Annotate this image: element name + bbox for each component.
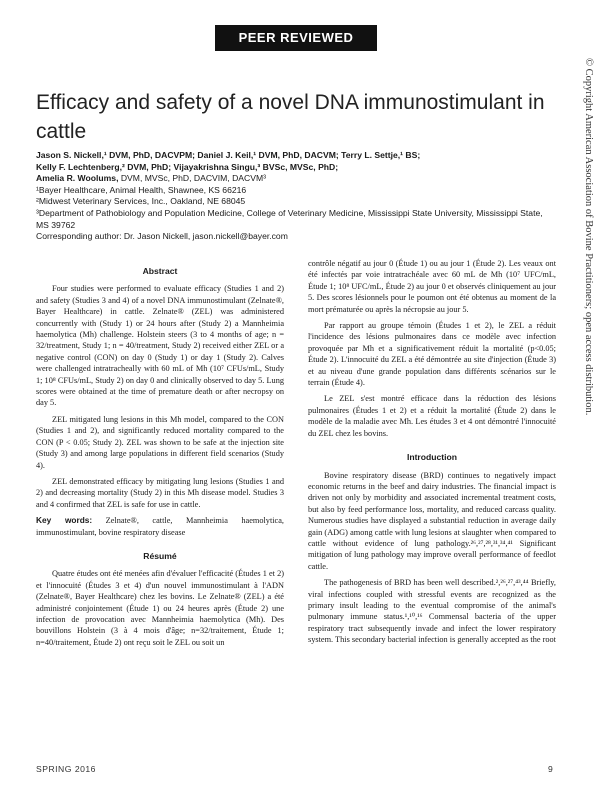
article-title: Efficacy and safety of a novel DNA immunostimulant in cattle (36, 91, 545, 143)
author-woolums: Amelia R. Woolums, (36, 173, 119, 184)
resume-paragraph-2: Par rapport au groupe témoin (Études 1 et 2), le ZEL a réduit l'incidence des lésions pulmonaires dans ce modèle avec infection provoquée par Mh et a significativement réduit la mortalité (p<0.05; Étude 2). L'innocuité du ZEL a été démontrée au site d'injection (Étude 3) et au niveau d'une grande population dans différents scénarios sur le terrain (Étude 4). (308, 321, 556, 388)
abstract-paragraph-3: ZEL demonstrated efficacy by mitigating lung lesions (Studies 1 and 2) and decreasing mortality (Study 2) in this Mh disease model. Studies 3 and 4 confirmed that ZEL is safe for use in cattle. (36, 476, 284, 509)
corresponding-author: Corresponding author: Dr. Jason Nickell, jason.nickell@bayer.com (36, 231, 288, 242)
affiliation-3: ³Department of Pathobiology and Population Medicine, College of Veterinary Medicine, Mississippi State University, Mississippi State, MS 39762 (36, 207, 543, 230)
affiliation-1: ¹Bayer Healthcare, Animal Health, Shawnee, KS 66216 (36, 184, 247, 195)
right-column (308, 258, 556, 651)
copyright-notice (568, 58, 598, 528)
introduction-heading: Introduction (406, 452, 458, 463)
keywords (36, 515, 284, 538)
abstract-heading: Abstract (142, 266, 178, 276)
journal-issue: SPRING 2016 (36, 764, 96, 774)
resume-heading: Résumé (143, 550, 177, 561)
front-matter (36, 150, 551, 243)
abstract-paragraph-1: Four studies were performed to evaluate efficacy (Studies 1 and 2) and safety (Studies 3 and 4) of a novel DNA immunostimulant (Zelnate®, Bayer Healthcare) in cattle. Zelnate® (ZEL) was administered concurrently with (Study 1) or 24 hours after (Study 2) a Mannheimia haemolytica (Mh) challenge. Holstein steers (3 to 4 months of age; n = 32/treatment, Study 1; n = 40/treatment, Study 2) received either ZEL or a negative control (CON) on day 0 (Study 1) or day 1 (Study 2). Calves were challenged intratracheally with 60 mL of Mh (10⁷ CFUs/mL, Study 1; 10⁸ CFUs/mL, Study 2) on day 0 and clinically observed to day 5. Lung scores were obtained at the time of premature death or after necropsy on day 5. (36, 284, 284, 408)
peer-reviewed-banner: PEER REVIEWED (215, 25, 377, 51)
resume-paragraph-1: Quatre études ont été menées afin d'évaluer l'efficacité (Études 1 et 2) et l'innocuité (Études 3 et 4) d'un nouvel immunostimulant à l'ADN (Zelnate®, Bayer Healthcare) chez les bovins. Le Zelnate® (ZEL) a été administré conjointement (Étude 1) ou 24 heures après (Étude 2) une infection de provocation avec Mannheimia haemolytica (Mh). Des bouvillons Holstein (3 à 4 mois d'âge; n=32/traitement, Étude 1; n=40/traitement, Étude 2) ont reçu soit le ZEL ou soit un (36, 569, 284, 647)
left-column (36, 264, 284, 653)
introduction-paragraph-2: The pathogenesis of BRD has been well described.²,²⁶,²⁷,⁴³,⁴⁴ Briefly, viral infections coupled with stressful events are recognized as the primary insult leading to the eventual compromise of the animal's pulmonary immune status.¹,¹⁰,¹⁶ Commensal bacteria of the upper respiratory tract subsequently invade and infect the lower respiratory system. This secondary bacterial infection is generally accepted as the root (308, 578, 556, 645)
abstract-paragraph-2: ZEL mitigated lung lesions in this Mh model, compared to the CON (Studies 1 and 2), and significantly reduced mortality compared to the CON (P < 0.05; Study 2). ZEL was shown to be safe at the injection site (Study 3) and among large populations in different field scenarios (Study 4). (36, 414, 284, 470)
keywords-label: Key words: (36, 515, 93, 526)
introduction-paragraph-1: Bovine respiratory disease (BRD) continues to negatively impact economic returns in the beef and dairy industries. The financial impact is driven not only by morbidity and associated incremental treatment costs, but also by feed performance loss, mortality, and reduced carcass quality. Numerous studies have displayed a substantial reduction in average daily gain (ADG) among cattle with lung lesions at slaughter when compared to cattle without evidence of lung pathology.²⁶,²⁷,²⁸,³¹,³⁴,⁴¹ Significant mitigation of lung pathology may improve overall performance of feedlot cattle. (308, 470, 556, 571)
page-number: 9 (548, 764, 553, 774)
authors-line-1: Jason S. Nickell,¹ DVM, PhD, DACVPM; Daniel J. Keil,¹ DVM, PhD, DACVM; Terry L. Settje,¹ BS; (36, 150, 421, 160)
authors-line-3 (36, 173, 551, 185)
resume-paragraph-1-continued: contrôle négatif au jour 0 (Étude 1) ou au jour 1 (Étude 2). Les veaux ont été infectés par voie intratrachéale avec 60 mL de Mh (10⁷ UFC/mL, Étude 1; 10⁸ UFC/mL, Étude 2) au jour 0 et observés cliniquement au jour 5. Des scores lésionnels pour le poumon ont été obtenus au moment de la mort prématurée ou après la nécropsie au jour 5. (308, 259, 556, 314)
author-woolums-credentials: DVM, MVSc, PhD, DACVIM, DACVM³ (118, 173, 266, 184)
resume-paragraph-3: Le ZEL s'est montré efficace dans la réduction des lésions pulmonaires (Études 1 et 2) et a réduit la mortalité (Étude 2) dans le modèle de la maladie avec Mh. Les études 3 et 4 ont démontré l'innocuité du ZEL chez les bovins. (308, 394, 556, 438)
authors-line-2: Kelly F. Lechtenberg,² DVM, PhD; Vijayakrishna Singu,³ BVSc, MVSc, PhD; (36, 161, 339, 172)
copyright-text: © Copyright American Association of Bovine Practitioners; open access distribution. (583, 58, 594, 416)
affiliation-2: ²Midwest Veterinary Services, Inc., Oakland, NE 68045 (36, 196, 246, 207)
keywords-list: Zelnate®, cattle, Mannheimia haemolytica, immunostimulant, bovine respiratory disease (36, 516, 284, 537)
